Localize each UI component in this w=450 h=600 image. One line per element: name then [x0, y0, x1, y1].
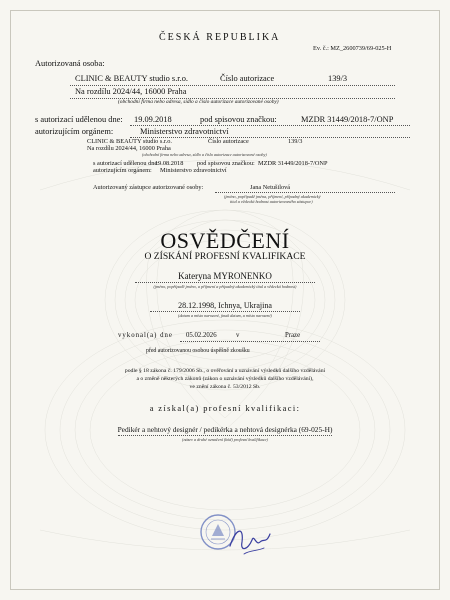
- representative-label: Autorizovaný zástupce autorizované osoby:: [93, 184, 204, 191]
- granted-label: s autorizací udělenou dne:: [35, 115, 123, 124]
- law-line-2: a o změně některých zákonů (zákon o uznávání výsledků dalšího vzdělávání),: [136, 376, 314, 382]
- authority-name: Ministerstvo zdravotnictví: [140, 127, 229, 136]
- representative-name: Jana Netušilová: [250, 184, 291, 191]
- exam-underline: [180, 341, 320, 342]
- gained-label: a získal(a) profesní kvalifikaci:: [149, 404, 301, 413]
- authorized-person-label: Autorizovaná osoba:: [35, 59, 105, 68]
- handwritten-signature: [226, 520, 276, 558]
- company-address: Na rozdílu 2024/44, 16000 Praha: [75, 87, 187, 96]
- small-company-note: (obchodní firma nebo adresa, sídlo a číslo autorizace autorizované osoby): [142, 152, 267, 157]
- company-note: (obchodní firma nebo adresa, sídlo a číslo autorizace autorizované osoby): [118, 99, 279, 105]
- auth-number: 139/3: [328, 74, 348, 83]
- exam-place: Praze: [285, 332, 301, 339]
- country-heading: ČESKÁ REPUBLIKA: [159, 32, 281, 43]
- small-granted-label: s autorizací udělenou dne:: [93, 160, 159, 167]
- small-auth-number: 139/3: [288, 138, 303, 145]
- representative-note-2: titul a vědecká hodnost autorizovaného zástupce): [230, 199, 313, 204]
- small-company-address: Na rozdílu 2024/44, 16000 Praha: [87, 145, 171, 152]
- birth-underline: [150, 311, 300, 312]
- small-auth-number-label: Číslo autorizace: [208, 138, 249, 145]
- holder-underline: [135, 282, 315, 283]
- qualification-note: (název a druhé označení (kód) profesní kvalifikace): [182, 437, 268, 442]
- small-granted-date: 19.08.2018: [155, 160, 184, 167]
- exam-in: v: [236, 332, 240, 339]
- authority-underline: [130, 137, 410, 138]
- law-line-1: podle § 18 zákona č. 179/2006 Sb., o ověřování a uznávání výsledků dalšího vzdělávání: [124, 368, 326, 374]
- auth-number-label: Číslo autorizace: [220, 74, 275, 83]
- file-number: MZDR 31449/2018-7/ONP: [301, 115, 394, 124]
- exam-label: vykonal(a) dne: [118, 332, 173, 339]
- exam-line: před autorizovanou osobou úspěšně zkoušku: [146, 348, 250, 354]
- qualification-underline: [118, 435, 332, 436]
- representative-note-1: (jméno, popřípadě jména, příjmení, případný akademický: [224, 194, 321, 199]
- granted-date: 19.09.2018: [134, 115, 172, 124]
- birth-info: 28.12.1998, Ichnya, Ukrajina: [178, 301, 272, 310]
- qualification-name: Pedikér a nehtový designér / pedikérka a nehtová designérka (69-025-H): [117, 425, 333, 434]
- small-file-number: MZDR 31449/2018-7/ONP: [258, 160, 328, 167]
- holder-name: Kateryna MYRONENKO: [178, 271, 272, 281]
- holder-name-note: (jméno, popřípadě jméno, a příjmení a případný akademický titul a vědecká hodnost): [153, 284, 297, 289]
- law-line-3: ve znění zákona č. 53/2012 Sb.: [189, 384, 261, 390]
- authority-label: autorizujícím orgánem:: [35, 127, 114, 136]
- company-underline: [70, 85, 395, 86]
- small-file-number-label: pod spisovou značkou:: [197, 160, 255, 167]
- birth-note: (datum a místo narození, jinak datum, a místo narození): [178, 313, 272, 318]
- granted-underline: [130, 125, 410, 126]
- small-authority-name: Ministerstvo zdravotnictví: [160, 167, 227, 174]
- certificate-subtitle: O ZÍSKÁNÍ PROFESNÍ KVALIFIKACE: [144, 251, 306, 262]
- small-company-name: CLINIC & BEAUTY studio s.r.o.: [87, 138, 172, 145]
- evidence-number: Ev. č.: MZ_2600739/69-025-H: [313, 45, 392, 52]
- exam-date: 05.02.2026: [186, 332, 217, 339]
- certificate-title: OSVĚDČENÍ: [160, 228, 290, 253]
- representative-underline: [215, 192, 395, 193]
- company-name: CLINIC & BEAUTY studio s.r.o.: [75, 74, 188, 83]
- small-authority-label: autorizujícím orgánem:: [93, 167, 152, 174]
- file-number-label: pod spisovou značkou:: [200, 115, 277, 124]
